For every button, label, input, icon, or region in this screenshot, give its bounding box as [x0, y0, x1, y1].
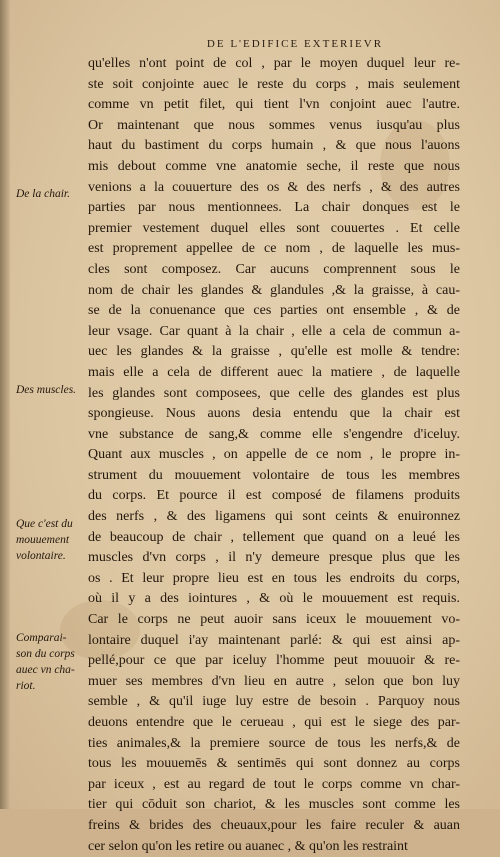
text-line: de beaucoup de chair , tellement que quand on a leué les: [88, 529, 460, 545]
page-gutter-shadow: [0, 0, 10, 809]
text-line: uec les glandes & la graisse , qu'elle est molle & tendre:: [88, 344, 460, 360]
text-line: semble , & qu'il iuge luy estre de besoin . Parquoy nous: [88, 694, 460, 710]
text-line: se de la conuenance que ces parties ont ensemble , & de: [88, 303, 460, 319]
text-line: Quant aux muscles , on appelle de ce nom , le propre in-: [88, 447, 460, 463]
text-line: strument du mouuement volontaire de tous les membres: [88, 467, 460, 483]
text-line: vne substance de sang,& comme elle s'engendre d'iceluy.: [88, 426, 460, 442]
margin-note-chair: [16, 186, 90, 202]
text-line: lontaire duquel i'ay maintenant parlé: & qui est ainsi ap-: [88, 632, 460, 648]
text-line: deuons entendre que le cerueau , qui est le siege des par-: [88, 715, 460, 730]
text-line: est proprement appellee de ce nom , de laquelle les mus-: [88, 241, 460, 257]
body-text: [88, 54, 460, 857]
margin-note-line: mouuement: [16, 534, 70, 546]
margin-note-muscles: [16, 382, 90, 398]
text-line: cles sont composez. Car aucuns comprennent sous le: [88, 261, 460, 277]
text-line: pellé,pour ce que par iceluy l'homme peut mouuoir & re-: [88, 653, 460, 669]
margin-note-line: riot.: [16, 680, 36, 692]
text-line: les glandes sont composees, que celle des glandes est plus: [88, 385, 460, 401]
text-line: os . Et leur propre lieu est en tous les endroits du corps,: [88, 570, 460, 586]
text-line: cer selon qu'on les retire ou auanec , & qu'on les restraint: [88, 838, 408, 854]
text-line: premier vestement duquel elles sont couuertes . Et celle: [88, 220, 460, 236]
text-line: nom de chair les glandes & glandules ,& la graisse, à cau-: [88, 282, 460, 298]
text-line: qu'elles n'ont point de col , par le moyen duquel leur re-: [88, 56, 460, 71]
text-line: Or maintenant que nous sommes venus iusqu'au plus: [88, 117, 460, 133]
text-line: mais elle a cela de different auec la matiere , de laquelle: [88, 364, 460, 380]
text-line: où il y a des iointures , & où le mouuement est requis.: [88, 591, 460, 607]
text-line: par iceux , est au regard de tout le corps comme vn char-: [88, 776, 460, 792]
text-line: tous les mouuemēs & sentimēs qui sont donnez au corps: [88, 756, 460, 772]
text-line: haut du bastiment du corps humain , & que nous l'auons: [88, 138, 460, 154]
text-line: parties par nous mentionnees. La chair donques est le: [88, 200, 460, 216]
text-line: muer ses membres d'vn lieu en autre , selon que bon luy: [88, 673, 460, 689]
margin-note-comparaison: [16, 630, 90, 694]
margin-note-line: Comparai-: [16, 632, 67, 644]
margin-note-line: auec vn cha-: [16, 664, 75, 676]
text-line: spongieuse. Nous auons desia entendu que la chair est: [88, 406, 460, 422]
text-line: ste soit conjointe auec le reste du corps , mais seulement: [88, 76, 460, 92]
text-line: Car le corps ne peut auoir sans iceux le mouuement vo-: [88, 612, 460, 628]
margin-note-line: De la chair.: [16, 188, 70, 200]
margin-note-line: volontaire.: [16, 550, 66, 562]
margin-note-line: Des muscles.: [16, 384, 77, 396]
text-line: des nerfs , & des ligamens qui sont ceints & enuironnez: [88, 509, 460, 525]
margin-note-line: son du corps: [16, 648, 75, 660]
text-line: comme vn petit filet, qui tient l'vn conjoint auec l'autre.: [88, 97, 460, 113]
text-line: du corps. Et pource il est composé de filamens produits: [88, 488, 460, 504]
text-line: ties animales,& la premiere source de tous les nerfs,& de: [88, 735, 460, 751]
text-line: venions a la couuerture des os & des nerfs , & des autres: [88, 179, 460, 195]
text-line: tier qui cōduit son chariot, & les muscles sont comme les: [88, 797, 460, 813]
text-line: muscles d'vn corps , il n'y demeure presque plus que les: [88, 550, 460, 566]
text-line: freins & brides des cheuaux,pour les faire reculer & auan: [88, 817, 460, 833]
text-line: mis debout comme vne anatomie seche, il reste que nous: [88, 158, 460, 174]
running-header: DE L'EDIFICE EXTERIEVR: [206, 38, 384, 50]
margin-note-line: Que c'est du: [16, 518, 73, 530]
text-line: leur vsage. Car quant à la chair , elle a cela de commun a-: [88, 323, 460, 339]
margin-note-mouvement: [16, 516, 90, 564]
